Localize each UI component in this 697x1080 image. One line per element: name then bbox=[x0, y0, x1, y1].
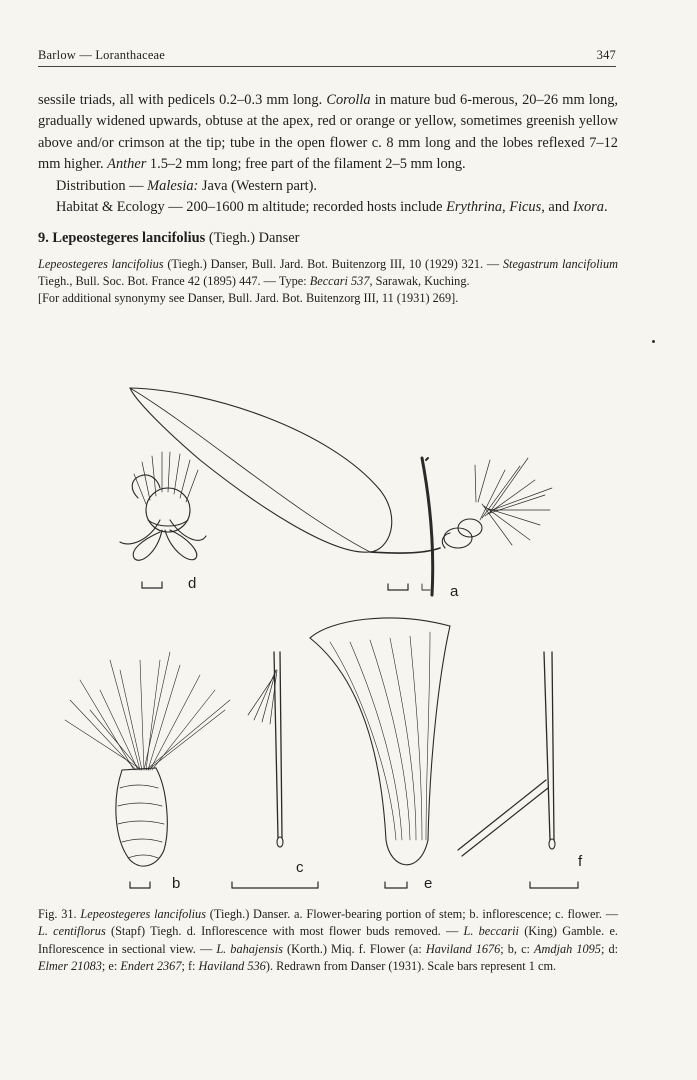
panel-e-drawing bbox=[310, 618, 450, 888]
panel-c-drawing bbox=[232, 652, 318, 888]
running-title: Barlow — Loranthaceae bbox=[38, 48, 166, 62]
page-number: 347 bbox=[596, 48, 616, 62]
figure-plate bbox=[30, 370, 650, 900]
stray-mark bbox=[652, 340, 655, 343]
species-heading: 9. Lepeostegeres lancifolius (Tiegh.) Danser bbox=[38, 230, 300, 247]
figure-label-a: a bbox=[450, 583, 459, 600]
figure-label-f: f bbox=[578, 853, 583, 870]
panel-f-drawing bbox=[458, 652, 578, 888]
running-header bbox=[38, 48, 616, 63]
header-rule bbox=[38, 66, 616, 67]
panel-d-drawing bbox=[120, 452, 206, 588]
distribution-paragraph: Distribution — Malesia: Java (Western part). bbox=[56, 177, 318, 194]
description-paragraph: sessile triads, all with pedicels 0.2–0.3 mm long. Corolla in mature bud 6-merous, 20–26 mm long, gradually widened upwards, obtuse at the apex, red or orange or yellow, sometimes greenish yellow above and/or crimson at the tip; tube in the open flower c. 8 mm long and the lobes reflexed 7–12 mm higher. Anther 1.5–2 mm long; free part of the filament 2–5 mm long. bbox=[38, 92, 618, 173]
figure-label-e: e bbox=[424, 875, 433, 892]
figure-label-d: d bbox=[188, 575, 197, 592]
main-text bbox=[38, 90, 618, 307]
habitat-paragraph: Habitat & Ecology — 200–1600 m altitude; recorded hosts include Erythrina, Ficus, and Ixora. bbox=[56, 199, 608, 216]
figure-label-c: c bbox=[296, 859, 304, 876]
panel-a-drawing bbox=[130, 388, 552, 595]
synonymy-paragraph: Lepeostegeres lancifolius (Tiegh.) Danser, Bull. Jard. Bot. Buitenzorg III, 10 (1929) 321. — Stegastrum lancifolium Tiegh., Bull. Soc. Bot. France 42 (1895) 447. — Type: Beccari 537, Sarawak, Kuching. [For additional synonymy see Danser, Bull. Jard. Bot. Buitenzorg III, 11 (1931) 269]. bbox=[38, 256, 618, 305]
figure-label-b: b bbox=[172, 875, 181, 892]
figure-caption: Fig. 31. Lepeostegeres lancifolius (Tiegh.) Danser. a. Flower-bearing portion of stem; b. inflorescence; c. flower. — L. centiflorus (Stapf) Tiegh. d. Inflorescence with most flower buds removed. — L. beccarii (King) Gamble. e. Inflorescence in sectional view. — L. bahajensis (Korth.) Miq. f. Flower (a: Haviland 1676; b, c: Amdjah 1095; d: Elmer 21083; e: Endert 2367; f: Haviland 536). Redrawn from Danser (1931). Scale bars represent 1 cm. bbox=[38, 907, 619, 974]
panel-b-drawing bbox=[65, 652, 230, 888]
